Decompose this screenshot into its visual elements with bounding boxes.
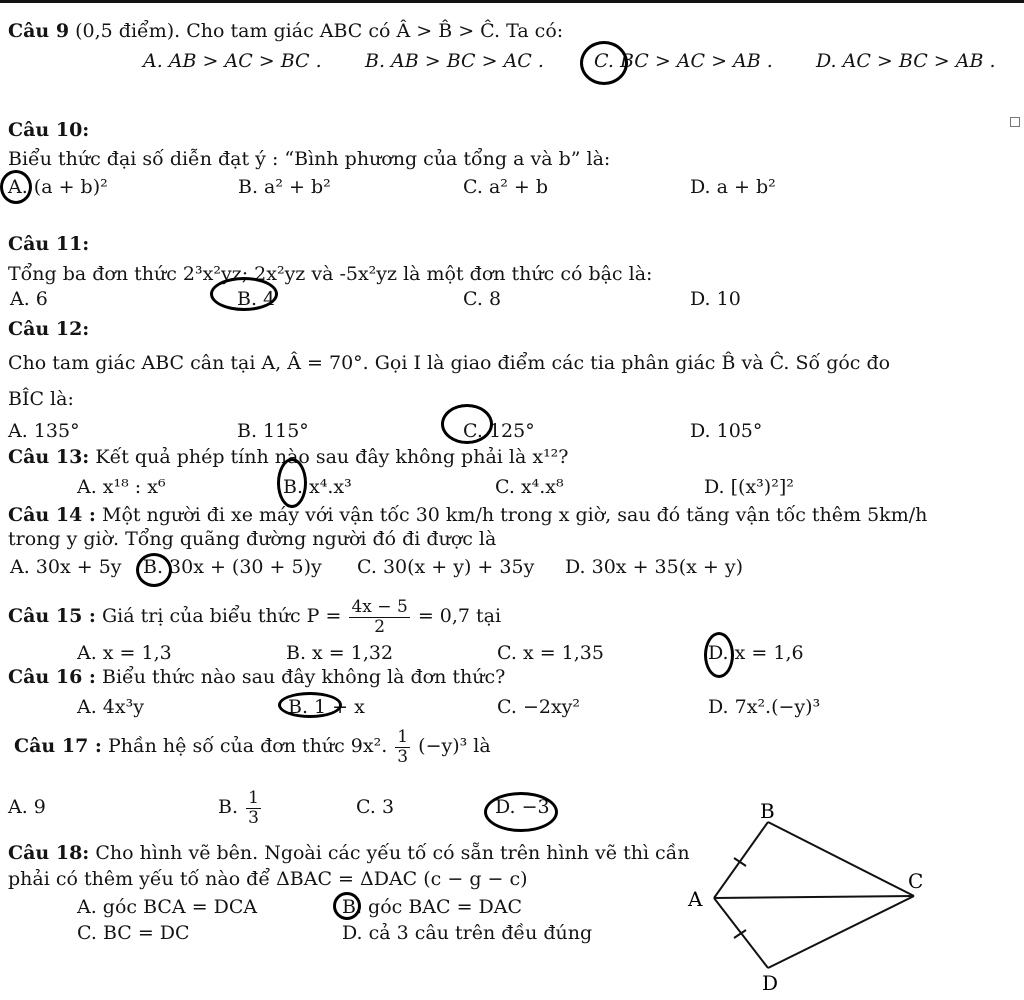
q10-option-a[interactable]: A. (a + b)² (8, 176, 108, 198)
q16-option-c[interactable]: C. −2xy² (497, 696, 581, 718)
fraction-p (349, 598, 409, 637)
q11-option-d[interactable]: D. 10 (690, 288, 741, 310)
q13-option-b[interactable]: B. x⁴.x³ (283, 476, 352, 498)
question-10-prompt: Biểu thức đại số diễn đạt ý : “Bình phương của tổng a và b” là: (8, 148, 611, 170)
label-b: B (760, 799, 775, 823)
answer-circle-q16 (278, 692, 342, 718)
q17-option-c[interactable]: C. 3 (356, 796, 395, 818)
question-18-prompt: Cho hình vẽ bên. Ngoài các yếu tố có sẵn trên hình vẽ thì cần (95, 842, 690, 864)
q9-option-d[interactable]: D. AC > BC > AB . (816, 50, 996, 72)
q10-option-c[interactable]: C. a² + b (463, 176, 549, 198)
q10-option-b[interactable]: B. a² + b² (238, 176, 331, 198)
q12-option-d[interactable]: D. 105° (690, 420, 763, 442)
question-12-label: Câu 12: (8, 318, 90, 340)
fraction-denominator: 3 (397, 746, 409, 767)
q18-option-d[interactable]: D. cả 3 câu trên đều đúng (342, 922, 593, 944)
question-10-label: Câu 10: (8, 119, 90, 141)
q16-option-b[interactable]: B. 1 + x (288, 696, 365, 718)
question-13-prompt: Kết quả phép tính nào sau đây không phải là x¹²? (95, 446, 569, 468)
q15-option-c[interactable]: C. x = 1,35 (497, 642, 604, 664)
segment-bc (768, 822, 914, 896)
q11-option-b[interactable]: B. 4 (237, 288, 276, 310)
q15-option-a[interactable]: A. x = 1,3 (77, 642, 172, 664)
answer-circle-q18 (333, 892, 361, 920)
segment-ac (714, 896, 914, 898)
question-14-prompt: Một người đi xe máy với vận tốc 30 km/h trong x giờ, sau đó tăng vận tốc thêm 5km/h (101, 504, 928, 526)
fraction-one-third (395, 728, 410, 767)
question-13-label: Câu 13: (8, 446, 90, 468)
q9-option-a[interactable]: A. AB > AC > BC . (143, 50, 322, 72)
question-16-label: Câu 16 : (8, 666, 96, 688)
q18-option-a[interactable]: A. góc BCA = DCA (77, 896, 258, 918)
q16-option-a[interactable]: A. 4x³y (77, 696, 144, 718)
q12-option-b[interactable]: B. 115° (237, 420, 309, 442)
label-d: D (762, 971, 779, 995)
label-c: C (908, 869, 924, 893)
q17-option-d[interactable]: D. −3 (495, 796, 550, 818)
question-17 (14, 722, 491, 770)
q12-option-c[interactable]: C. 125° (463, 420, 535, 442)
question-9-label: Câu 9 (8, 20, 70, 42)
fraction-numerator: 4x − 5 (351, 596, 408, 617)
triangle-figure (684, 796, 924, 996)
answer-circle-q13 (277, 458, 307, 508)
q11-option-c[interactable]: C. 8 (463, 288, 502, 310)
fraction-one-third-option (246, 789, 261, 828)
question-18 (8, 842, 690, 864)
question-17-prompt: Phần hệ số của đơn thức 9x². (107, 735, 388, 757)
q13-option-c[interactable]: C. x⁴.x⁸ (495, 476, 564, 498)
answer-circle-q9 (580, 41, 628, 85)
q18-option-b[interactable]: B. góc BAC = DAC (342, 896, 523, 918)
label-a: A (688, 887, 703, 911)
q12-option-a[interactable]: A. 135° (8, 420, 80, 442)
q9-option-c[interactable]: C. BC > AC > AB . (594, 50, 773, 72)
answer-circle-q12 (441, 404, 493, 444)
q14-option-b[interactable]: B. 30x + (30 + 5)y (143, 556, 322, 578)
q13-option-d[interactable]: D. [(x³)²]² (704, 476, 794, 498)
question-12-prompt-2: BÎC là: (8, 388, 74, 410)
question-16 (8, 666, 505, 688)
question-15-label: Câu 15 : (8, 605, 96, 627)
q9-option-b[interactable]: B. AB > BC > AC . (365, 50, 544, 72)
question-14-prompt-2: trong y giờ. Tổng quãng đường người đó đi được là (8, 528, 497, 550)
q10-option-d[interactable]: D. a + b² (690, 176, 776, 198)
q13-option-a[interactable]: A. x¹⁸ : x⁶ (77, 476, 166, 498)
question-18-prompt-2: phải có thêm yếu tố nào để ΔBAC = ΔDAC (c − g − c) (8, 868, 528, 890)
question-17-label: Câu 17 : (14, 735, 102, 757)
q11-option-a[interactable]: A. 6 (10, 288, 48, 310)
question-14 (8, 504, 927, 526)
question-15-prompt: Giá trị của biểu thức P = (101, 605, 342, 627)
fraction-denominator: 2 (374, 616, 386, 637)
q17-option-b-label: B. (218, 796, 239, 818)
fraction-numerator: 1 (248, 787, 259, 808)
q15-option-b[interactable]: B. x = 1,32 (286, 642, 394, 664)
question-15 (8, 592, 501, 640)
answer-circle-q15 (704, 632, 734, 678)
q14-option-c[interactable]: C. 30(x + y) + 35y (357, 556, 535, 578)
q15-option-d[interactable]: D. x = 1,6 (708, 642, 804, 664)
question-9-prompt: (0,5 điểm). Cho tam giác ABC có Â > B̂ > Ĉ. Ta có: (75, 20, 564, 42)
question-12-prompt: Cho tam giác ABC cân tại A, Â = 70°. Gọi I là giao điểm các tia phân giác B̂ và Ĉ. Số góc đo (8, 352, 891, 374)
answer-circle-q17 (484, 792, 558, 832)
corner-checkbox-icon (1010, 117, 1020, 127)
answer-circle-q14 (136, 553, 172, 587)
q16-option-d[interactable]: D. 7x².(−y)³ (708, 696, 821, 718)
question-14-label: Câu 14 : (8, 504, 96, 526)
question-17-suffix: (−y)³ là (418, 735, 491, 757)
top-border (0, 0, 1024, 3)
tick-ab (734, 858, 746, 866)
question-9 (8, 20, 563, 42)
question-16-prompt: Biểu thức nào sau đây không là đơn thức? (101, 666, 506, 688)
question-15-suffix: = 0,7 tại (417, 605, 502, 627)
q18-option-c[interactable]: C. BC = DC (77, 922, 190, 944)
q14-option-d[interactable]: D. 30x + 35(x + y) (565, 556, 743, 578)
q17-option-a[interactable]: A. 9 (8, 796, 46, 818)
q14-option-a[interactable]: A. 30x + 5y (10, 556, 122, 578)
segment-dc (768, 896, 914, 968)
question-11-prompt: Tổng ba đơn thức 2³x²yz; 2x²yz và -5x²yz là một đơn thức có bậc là: (8, 263, 653, 285)
answer-circle-q10 (0, 170, 32, 204)
segment-ab (714, 822, 768, 898)
answer-circle-q11 (210, 277, 278, 311)
fraction-numerator: 1 (397, 726, 409, 747)
question-18-label: Câu 18: (8, 842, 90, 864)
question-11-label: Câu 11: (8, 233, 90, 255)
fraction-denominator: 3 (248, 807, 259, 828)
q17-option-b[interactable] (218, 780, 263, 834)
